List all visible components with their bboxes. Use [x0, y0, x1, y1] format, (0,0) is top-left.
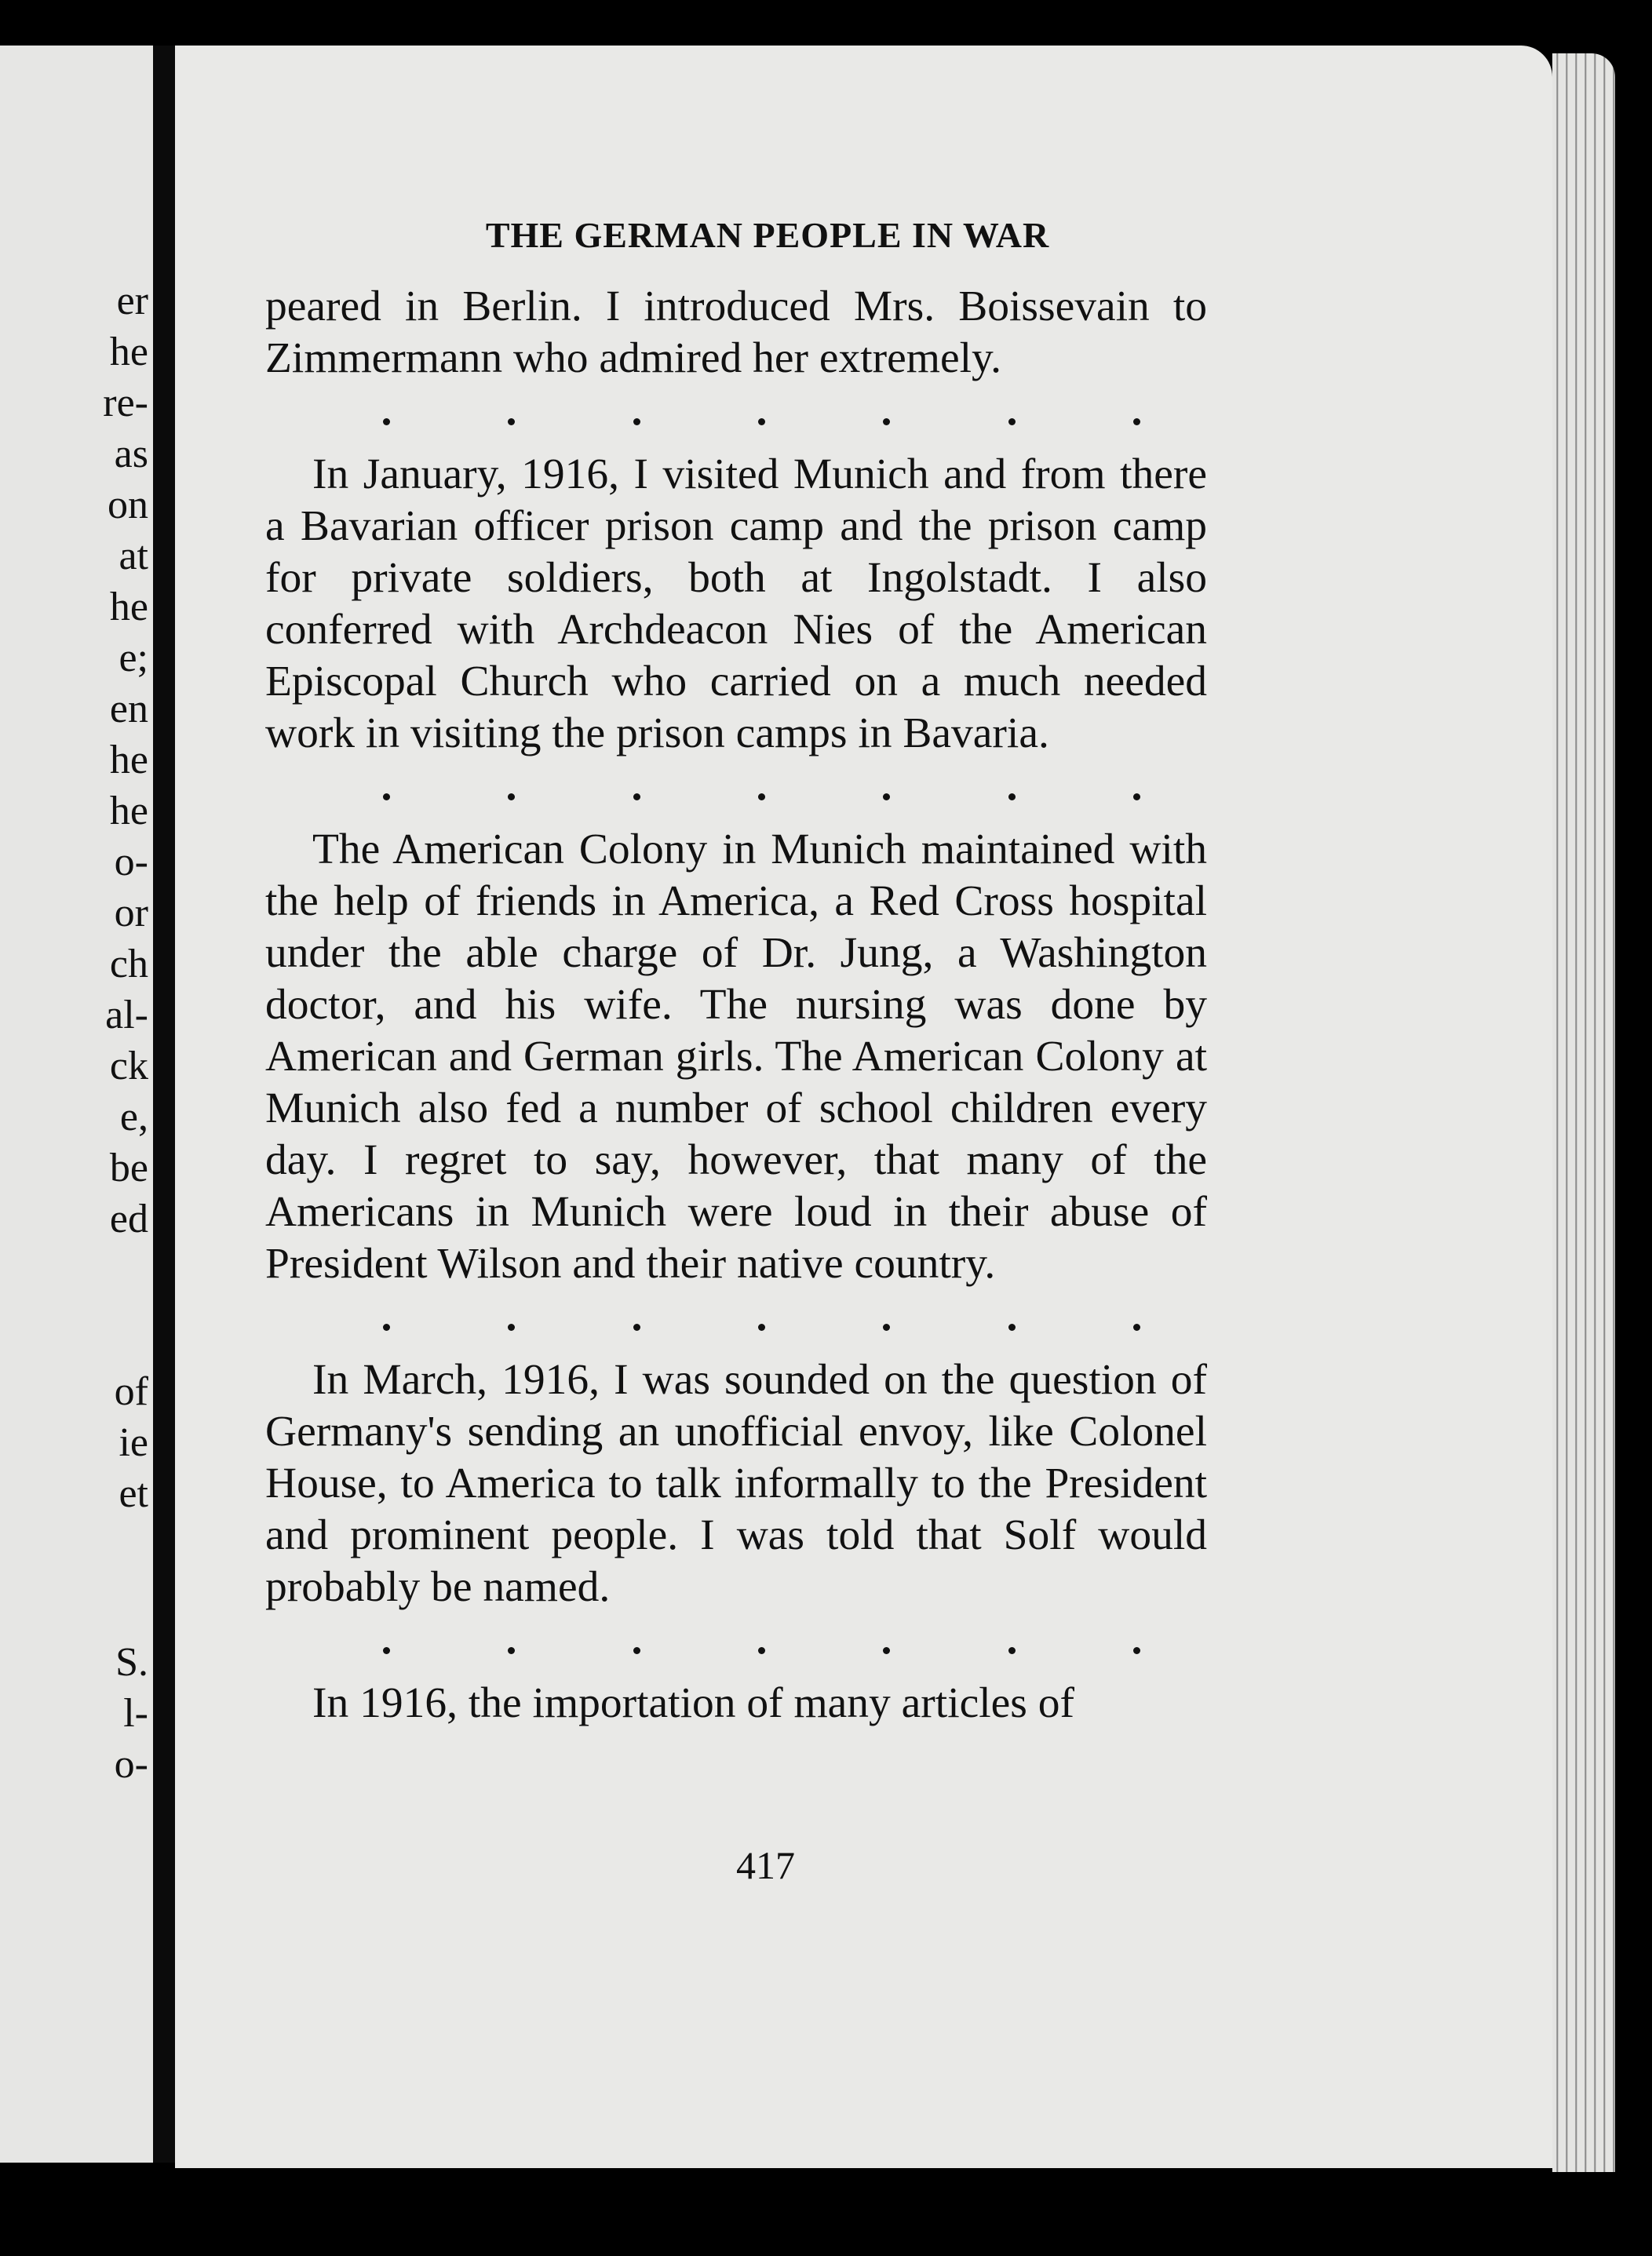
running-head: THE GERMAN PEOPLE IN WAR [485, 215, 1050, 255]
left-line-fragment: or [114, 891, 148, 935]
left-line-fragment: be [109, 1146, 148, 1190]
paragraph: In January, 1916, I visited Munich and from there a Bavarian officer prison camp and the prison camp for private soldiers, both at Ingolstadt. I also conferred with Archdeacon Nies of the American Episcopal Church who carried on a much needed work in visiting the prison camps in Bavaria. [265, 450, 1207, 757]
left-line-fragment: al- [105, 993, 148, 1037]
paragraph: peared in Berlin. I introduced Mrs. Boissevain to Zimmermann who admired her extremely. [265, 282, 1207, 382]
left-line-fragment: ie [119, 1420, 148, 1465]
left-line-fragment: he [109, 585, 148, 629]
paragraph: The American Colony in Munich maintained with the help of friends in America, a Red Cross hospital under the able charge of Dr. Jung, a Washington doctor, and his wife. The nursing was done by American and German girls. The American Colony at Munich also fed a number of school children every day. I regret to say, however, that many of the Americans in Munich were loud in their abuse of President Wilson and their native country. [265, 825, 1207, 1288]
left-line-fragment: at [119, 534, 148, 578]
left-line-fragment: o- [114, 1742, 148, 1787]
paragraph: In March, 1916, I was sounded on the question of Germany's sending an unofficial envoy, like Colonel House, to America to talk informally to the President and prominent people. I was told that Solf would probably be named. [265, 1356, 1207, 1611]
left-line-fragment: on [108, 483, 148, 527]
section-break-dots [265, 1301, 1207, 1353]
left-line-fragment: er [116, 279, 148, 323]
left-line-fragment: of [114, 1369, 148, 1414]
section-break-dots [265, 771, 1207, 822]
section-break-dots [265, 1624, 1207, 1676]
left-line-fragment: he [109, 738, 148, 782]
left-line-fragment: as [114, 432, 148, 476]
right-page [175, 46, 1552, 2168]
section-break-dots [265, 395, 1207, 447]
left-line-fragment: en [109, 687, 148, 731]
page-number: 417 [736, 1843, 795, 1887]
left-page-edge [0, 46, 153, 2163]
left-line-fragment: l- [123, 1691, 148, 1736]
left-line-fragment: e, [119, 1095, 148, 1139]
left-line-fragment: e; [119, 636, 148, 680]
left-line-fragment: he [109, 330, 148, 374]
left-line-fragment: ch [109, 942, 148, 986]
left-line-fragment: ck [109, 1044, 148, 1088]
left-line-fragment: et [119, 1471, 148, 1516]
page-body [265, 281, 1207, 1729]
left-line-fragment: re- [103, 381, 148, 425]
left-line-fragment: o- [114, 840, 148, 884]
left-line-fragment: he [109, 789, 148, 833]
paragraph: In 1916, the importation of many articles of [312, 1679, 1075, 1727]
left-line-fragment: S. [115, 1640, 148, 1685]
book-gutter [153, 46, 175, 2163]
left-line-fragment: ed [109, 1197, 148, 1241]
page-edges [1552, 53, 1615, 2172]
